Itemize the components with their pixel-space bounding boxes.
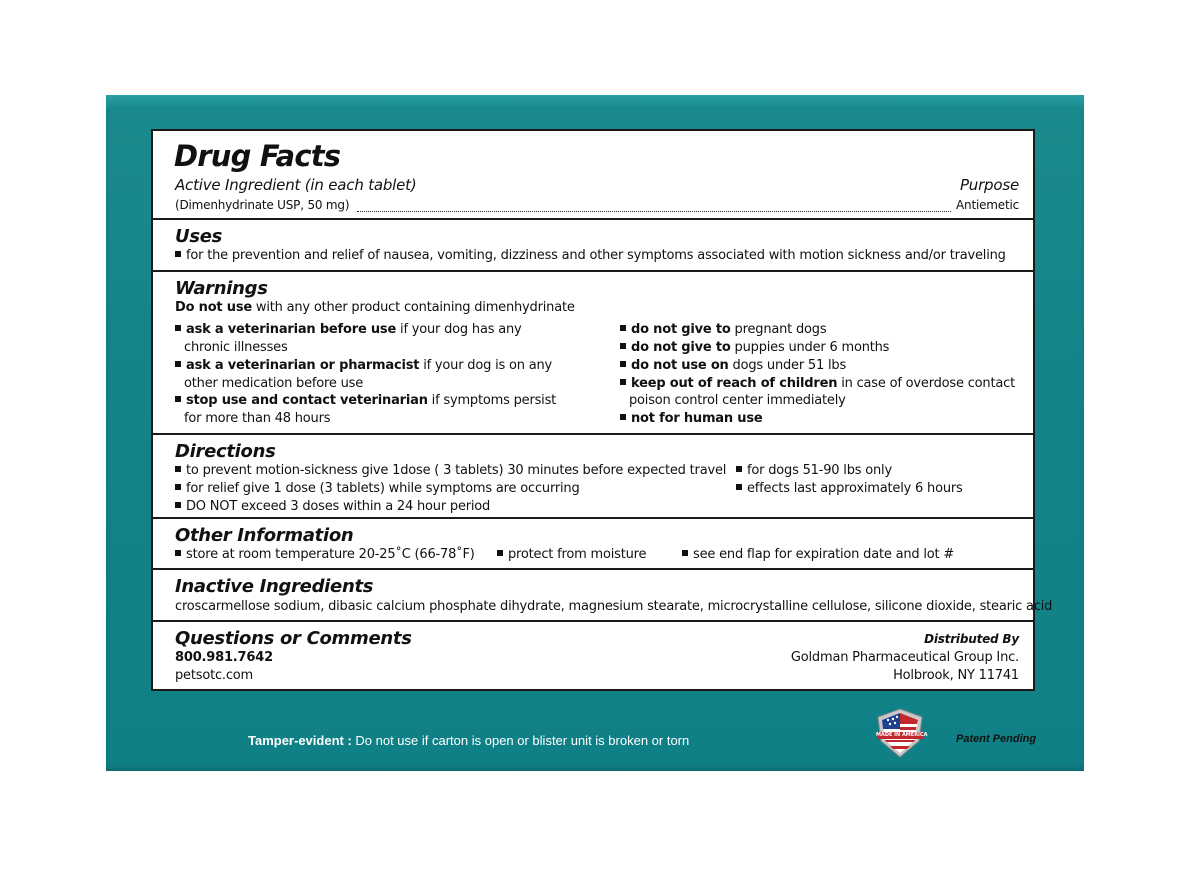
bullet-icon	[175, 251, 181, 257]
direction-right-1: for dogs 51-90 lbs only	[736, 463, 892, 478]
questions-heading: Questions or Comments	[175, 628, 412, 649]
bullet-icon	[682, 550, 688, 556]
warning-right-4-cont: poison control center immediately	[629, 393, 846, 408]
bullet-icon	[736, 466, 742, 472]
uses-section	[153, 220, 1033, 272]
other-information-section	[153, 519, 1033, 570]
warning-right-5: not for human use	[620, 411, 762, 426]
bullet-icon	[175, 466, 181, 472]
uses-heading: Uses	[175, 226, 223, 247]
company-name: Goldman Pharmaceutical Group Inc.	[790, 650, 1019, 665]
direction-left-1: to prevent motion-sickness give 1dose ( 3 tablets) 30 minutes before expected travel	[175, 463, 726, 478]
website: petsotc.com	[175, 668, 254, 683]
inactive-ingredients-section	[153, 570, 1053, 622]
company-address: Holbrook, NY 11741	[893, 668, 1019, 683]
ingredient-name: (Dimenhydrinate USP, 50 mg)	[175, 198, 350, 212]
other-info-item-1: store at room temperature 20-25˚C (66-78˚F)	[175, 547, 475, 562]
bullet-icon	[175, 502, 181, 508]
warning-right-1: do not give to pregnant dogs	[620, 322, 826, 337]
distributed-by-label: Distributed By	[924, 632, 1019, 646]
bullet-icon	[620, 414, 626, 420]
carton-top-edge	[106, 95, 1084, 109]
warning-left-3: stop use and contact veterinarian if symptoms persist	[175, 393, 556, 408]
drug-facts-panel	[151, 129, 1053, 691]
tamper-evident-notice: Tamper-evident : Do not use if carton is open or blister unit is broken or torn	[248, 733, 690, 748]
ingredient-purpose: Antiemetic	[956, 198, 1019, 212]
warning-left-1: ask a veterinarian before use if your dog has any	[175, 322, 522, 337]
bullet-icon	[175, 396, 181, 402]
bullet-icon	[175, 484, 181, 490]
direction-left-3: DO NOT exceed 3 doses within a 24 hour period	[175, 499, 490, 514]
phone-number: 800.981.7642	[175, 650, 273, 665]
warning-left-2-cont: other medication before use	[184, 376, 364, 391]
questions-section	[153, 622, 1033, 691]
warning-right-3: do not use on dogs under 51 lbs	[620, 358, 846, 373]
bullet-icon	[620, 361, 626, 367]
warning-left-1-cont: chronic illnesses	[184, 340, 288, 355]
directions-heading: Directions	[175, 441, 276, 462]
bullet-icon	[620, 325, 626, 331]
bullet-icon	[175, 550, 181, 556]
inactive-ingredients-text: croscarmellose sodium, dibasic calcium phosphate dihydrate, magnesium stearate, microcrystalline cellulose, silicone dioxide, stearic acid	[175, 599, 1053, 614]
bullet-icon	[620, 343, 626, 349]
dotted-leader	[357, 211, 951, 212]
bullet-icon	[497, 550, 503, 556]
badge-text: MADE IN AMERICA	[876, 732, 928, 738]
direction-right-2: effects last approximately 6 hours	[736, 481, 963, 496]
warnings-section	[153, 272, 1033, 435]
bullet-icon	[736, 484, 742, 490]
made-in-america-badge	[874, 707, 926, 759]
inactive-ingredients-heading: Inactive Ingredients	[175, 576, 374, 597]
patent-pending: Patent Pending	[956, 733, 1037, 745]
direction-left-2: for relief give 1 dose (3 tablets) while symptoms are occurring	[175, 481, 580, 496]
other-information-heading: Other Information	[175, 525, 354, 546]
warning-left-2: ask a veterinarian or pharmacist if your dog is on any	[175, 358, 552, 373]
bullet-icon	[620, 379, 626, 385]
header-section	[153, 131, 1033, 220]
warnings-heading: Warnings	[175, 278, 268, 299]
directions-section	[153, 435, 1033, 519]
drug-facts-title: Drug Facts	[174, 139, 341, 173]
warning-left-3-cont: for more than 48 hours	[184, 411, 331, 426]
other-info-item-3: see end flap for expiration date and lot #	[682, 547, 954, 562]
warning-right-2: do not give to puppies under 6 months	[620, 340, 889, 355]
bullet-icon	[175, 361, 181, 367]
other-info-item-2: protect from moisture	[497, 547, 646, 562]
warning-right-4: keep out of reach of children in case of overdose contact	[620, 376, 1015, 391]
do-not-use-line: Do not use with any other product containing dimenhydrinate	[175, 300, 575, 315]
bullet-icon	[175, 325, 181, 331]
active-ingredient-header: Active Ingredient (in each tablet)	[175, 176, 417, 194]
uses-item: for the prevention and relief of nausea, vomiting, dizziness and other symptoms associated with motion sickness and/or traveling	[175, 248, 1006, 263]
purpose-header: Purpose	[959, 176, 1019, 194]
